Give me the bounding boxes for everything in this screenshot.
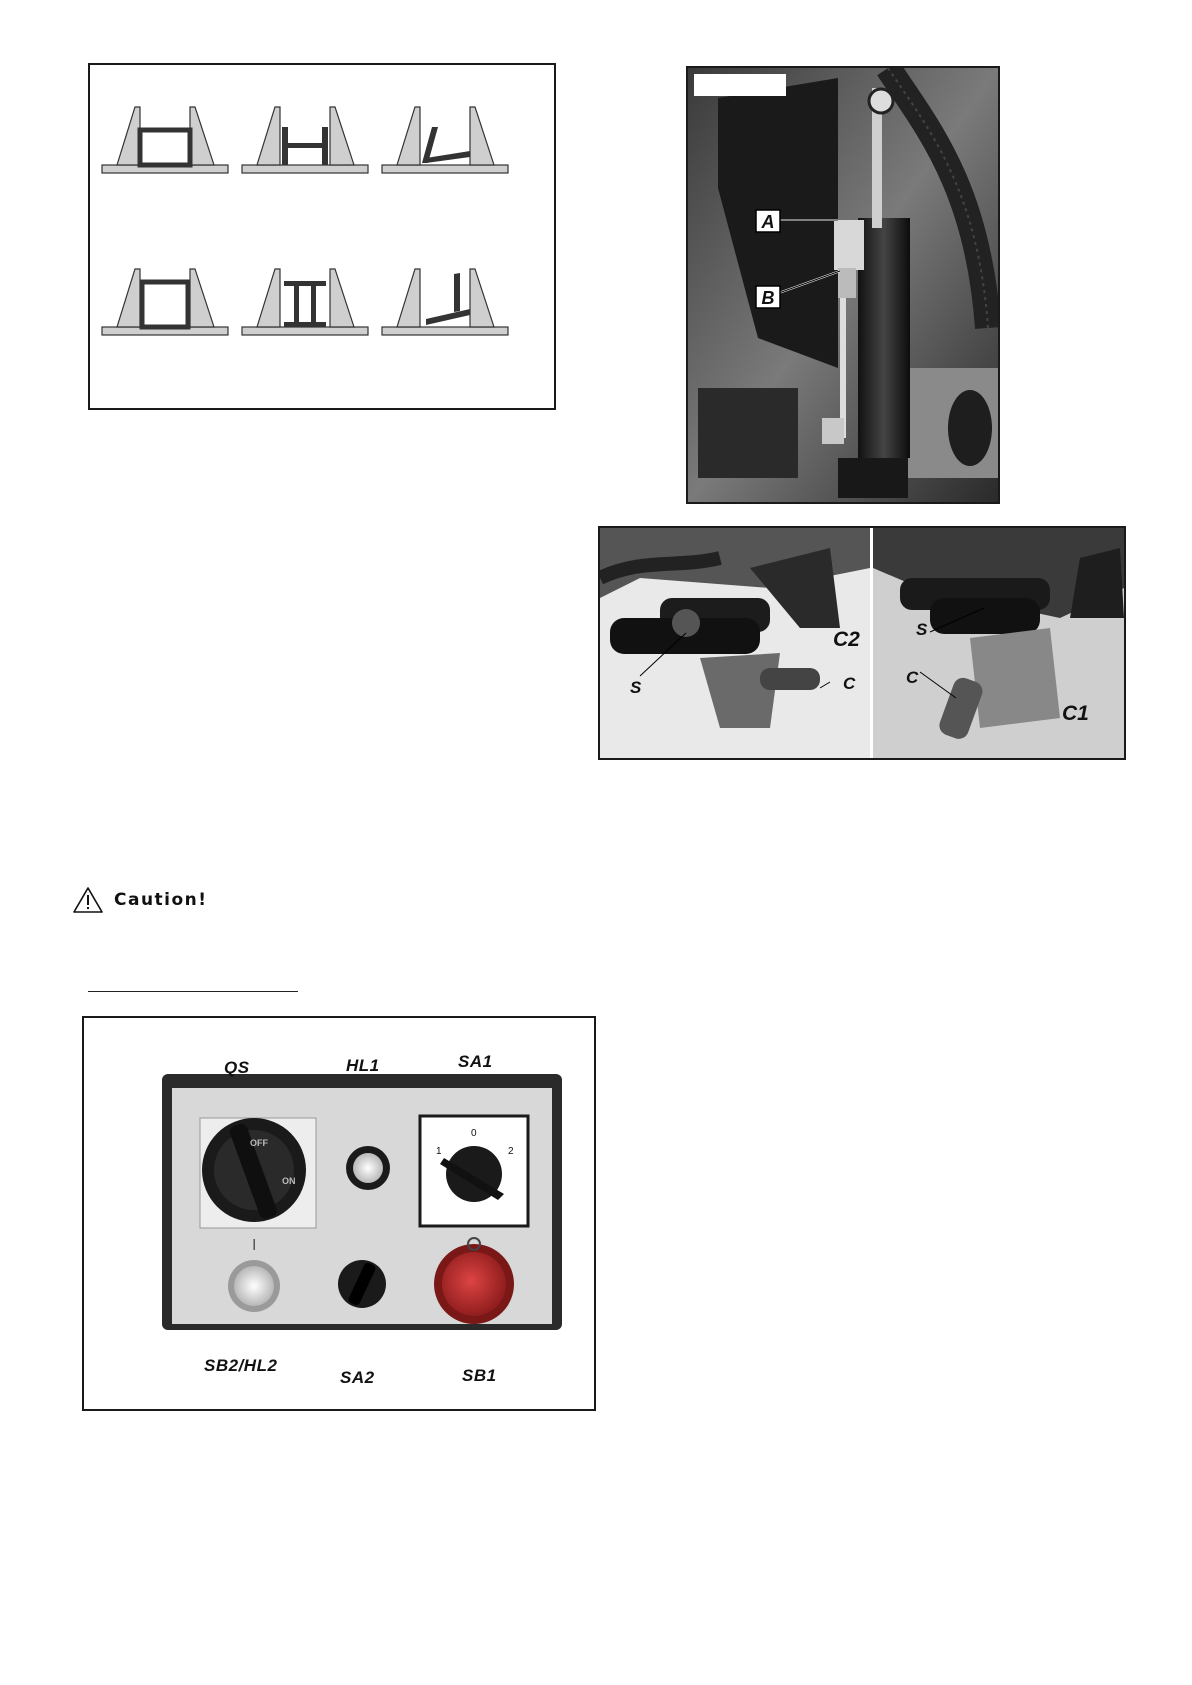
clamping-diagram xyxy=(88,63,556,410)
caution-notice xyxy=(72,886,208,914)
cylinder-photo xyxy=(686,66,1000,504)
vise-i-beam-vertical xyxy=(242,269,368,335)
vise-square-tube-tall xyxy=(102,269,228,335)
label-qs: QS xyxy=(224,1058,250,1077)
sa1-zero-mark: 0 xyxy=(471,1128,477,1139)
label-c2: C2 xyxy=(833,628,860,651)
section-underline xyxy=(88,991,298,992)
start-mark: I xyxy=(252,1237,257,1254)
label-c1: C1 xyxy=(1062,702,1089,725)
label-c-left: C xyxy=(843,674,856,693)
label-sb1: SB1 xyxy=(462,1366,497,1385)
vise-angle-tilted xyxy=(382,107,508,173)
vise-rect-tube xyxy=(102,107,228,173)
qs-off-mark: OFF xyxy=(250,1138,268,1148)
sa1-one-mark: 1 xyxy=(436,1146,442,1157)
control-panel-photo xyxy=(82,1016,596,1411)
label-sa2: SA2 xyxy=(340,1368,375,1387)
sa1-two-mark: 2 xyxy=(508,1146,514,1157)
label-c-right: C xyxy=(906,668,919,687)
caution-text: Caution! xyxy=(114,890,208,910)
label-s-right: S xyxy=(916,620,928,639)
label-sb2-hl2: SB2/HL2 xyxy=(204,1356,278,1375)
lever-photo-svg xyxy=(600,528,1124,758)
control-panel-svg xyxy=(84,1018,594,1409)
callout-a: A xyxy=(761,212,775,232)
label-s-left: S xyxy=(630,678,642,697)
vise-tee-tilted xyxy=(382,269,508,335)
label-hl1: HL1 xyxy=(346,1056,380,1075)
callout-b: B xyxy=(761,288,775,308)
lever-photo xyxy=(598,526,1126,760)
qs-on-mark: ON xyxy=(282,1176,296,1186)
clamping-diagram-svg xyxy=(90,65,554,408)
cylinder-photo-svg xyxy=(688,68,998,502)
warning-triangle-icon xyxy=(72,886,104,914)
label-sa1: SA1 xyxy=(458,1052,493,1071)
vise-i-beam-horizontal xyxy=(242,107,368,173)
